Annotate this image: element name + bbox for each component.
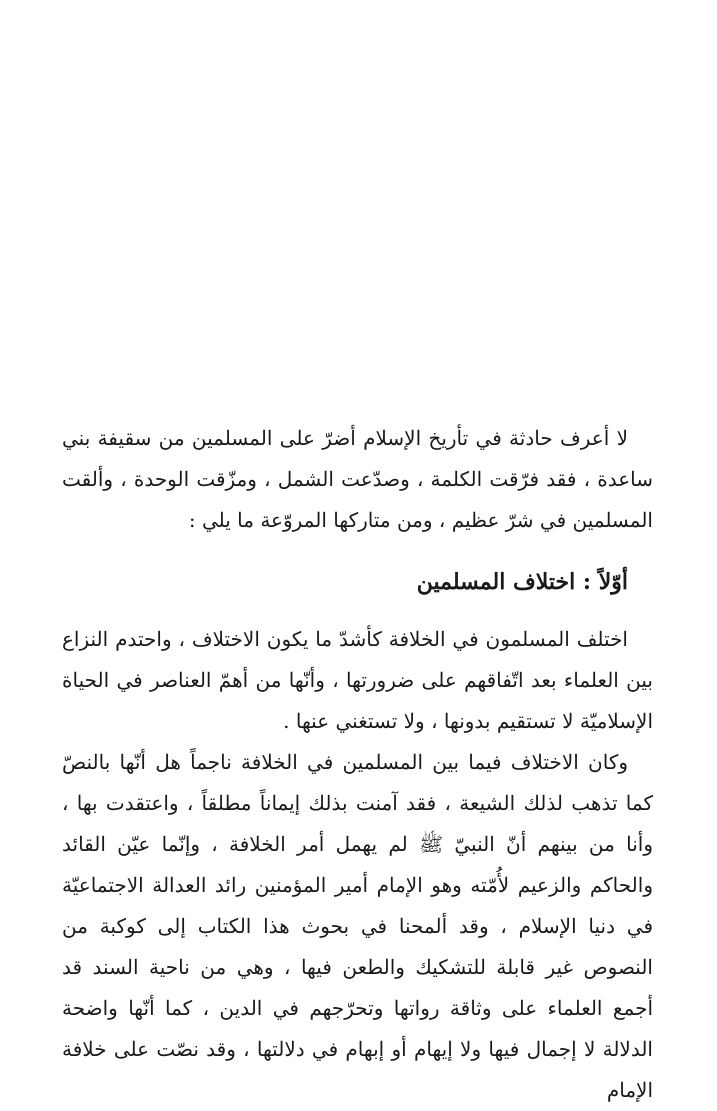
section-heading-wrap	[62, 562, 653, 602]
section-body	[62, 619, 653, 1111]
intro-section	[62, 418, 653, 541]
section-heading: أوّلاً : اختلاف المسلمين	[416, 569, 628, 595]
intro-paragraph: لا أعرف حادثة في تأريخ الإسلام أضرّ على المسلمين من سقيفة بني ساعدة ، فقد فرّقت الكلمة ، وصدّعت الشمل ، ومزّقت الوحدة ، وألقت المسلمين في شرّ عظيم ، ومن متاركها المروّعة ما يلي :	[62, 426, 653, 532]
body-paragraph-1: اختلف المسلمون في الخلافة كأشدّ ما يكون الاختلاف ، واحتدم النزاع بين العلماء بعد اتّفاقهم على ضرورتها ، وأنّها من أهمّ العناصر في الحياة الإسلاميّة لا تستقيم بدونها ، ولا تستغني عنها .	[62, 627, 653, 733]
body-paragraph-2: وكان الاختلاف فيما بين المسلمين في الخلافة ناجماً هل أنّها بالنصّ كما تذهب لذلك الشيعة ، فقد آمنت بذلك إيماناً مطلقاً ، واعتقدت بها ، وأنا من بينهم أنّ النبيّ ﷺ لم يهمل أمر الخلافة ، وإنّما عيّن القائد والحاكم والزعيم لأُمّته وهو الإمام أمير المؤمنين رائد العدالة الاجتماعيّة في دنيا الإسلام ، وقد ألمحنا في بحوث هذا الكتاب إلى كوكبة من النصوص غير قابلة للتشكيك والطعن فيها ، وهي من ناحية السند قد أجمع العلماء على وثاقة رواتها وتحرّجهم في الدين ، كما أنّها واضحة الدلالة لا إجمال فيها ولا إيهام أو إبهام في دلالتها ، وقد نصّت على خلافة الإمام	[62, 750, 653, 1102]
